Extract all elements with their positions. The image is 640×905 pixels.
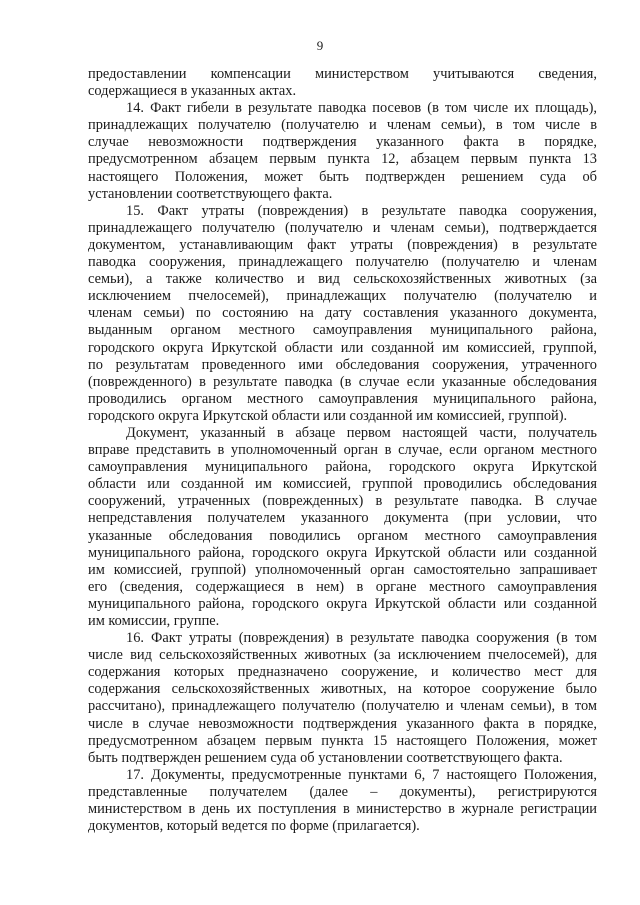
text-line: сооружений, утраченных (поврежденных) в результате паводка. В случае — [88, 493, 597, 510]
text-line: документов, который ведется по форме (прилагается). — [88, 818, 420, 835]
paragraph-15-second — [88, 425, 597, 630]
text-line: паводка сооружения, принадлежащего получателю (получателю и членам — [88, 254, 597, 271]
text-line: исключением пчелосемей), принадлежащих получателю (получателю и — [88, 288, 597, 305]
text-line: предоставлении компенсации министерством учитываются сведения, — [88, 66, 597, 82]
text-line: 17. Документы, предусмотренные пунктами 6, 7 настоящего Положения, — [126, 766, 597, 783]
text-line: 16. Факт утраты (повреждения) в результате паводка сооружения (в том — [126, 630, 597, 647]
text-line: рассчитано), принадлежащего получателю (получателю и членам семьи), в том — [88, 698, 597, 715]
text-line: содержания сельскохозяйственных животных, на которое сооружение было — [88, 681, 597, 698]
text-line: вправе представить в уполномоченный орган в случае, если органом местного — [88, 442, 597, 459]
text-line: Документ, указанный в абзаце первом настоящей части, получатель — [126, 424, 597, 441]
text-line: числе в случае невозможности подтверждения указанного факта в порядке, — [88, 715, 597, 732]
text-line: 15. Факт утраты (повреждения) в результате паводка сооружения, — [126, 202, 597, 219]
text-line: им комиссией, группой) уполномоченный орган самостоятельно запрашивает — [88, 561, 597, 578]
text-line: городского округа Иркутской области или созданной им комиссией, группой). — [88, 407, 568, 424]
page-number: 9 — [316, 38, 324, 53]
text-line: по результатам проведенного ими обследования сооружения, утраченного — [88, 356, 597, 373]
text-line: 14. Факт гибели в результате паводка посевов (в том числе их площадь), — [126, 100, 597, 117]
paragraph-17 — [88, 767, 597, 835]
paragraph-15 — [88, 203, 597, 425]
text-line: предусмотренном абзацем первым пункта 12, абзацем первым пункта 13 — [88, 151, 597, 168]
paragraph-continuation — [88, 66, 597, 100]
text-line: самоуправления муниципального района, городского округа Иркутской — [88, 459, 597, 476]
text-line: непредставления получателем указанного документа (при условии, что — [88, 510, 597, 527]
text-line: (поврежденного) в результате паводка (в случае если указанные обследования — [88, 373, 597, 390]
text-line: принадлежащего получателю (получателю и членам семьи), подтверждается — [88, 219, 597, 236]
text-line: области или созданной им комиссией, группой проводились обследования — [88, 476, 597, 493]
paragraph-14 — [88, 100, 597, 203]
text-line: представленные получателем (далее – документы), регистрируются — [88, 783, 597, 800]
text-line: содержащиеся в указанных актах. — [88, 83, 297, 100]
text-line: его (сведения, содержащиеся в нем) в органе местного самоуправления — [88, 578, 597, 595]
text-line: случае невозможности подтверждения указанного факта в порядке, — [88, 134, 597, 151]
text-line: муниципального района, городского округа Иркутской области или созданной — [88, 595, 597, 612]
text-line: принадлежащих получателю (получателю и членам семьи), в том числе в — [88, 117, 597, 134]
text-line: городского округа Иркутской области или созданной им комиссией, группой, — [88, 339, 597, 356]
text-line: проводились органом местного самоуправления муниципального района, — [88, 390, 597, 407]
text-line: числе вид сельскохозяйственных животных (за исключением пчелосемей), для — [88, 647, 597, 664]
text-line: документом, устанавливающим факт утраты (повреждения) в результате — [88, 236, 597, 253]
text-line: быть подтвержден решением суда об установлении соответствующего факта. — [88, 749, 563, 766]
document-body — [88, 66, 597, 835]
paragraph-16 — [88, 630, 597, 767]
text-line: содержания которых предназначено сооружение, и количество мест для — [88, 664, 597, 681]
text-line: указанные обследования поводились органом местного самоуправления — [88, 527, 597, 544]
text-line: им комиссии, группе. — [88, 613, 220, 629]
text-line: настоящего Положения, может быть подтвержден решением суда об — [88, 168, 597, 185]
text-line: министерством в день их поступления в министерство в журнале регистрации — [88, 801, 597, 818]
text-line: муниципального района, городского округа Иркутской области или созданной — [88, 544, 597, 561]
text-line: установлении соответствующего факта. — [88, 185, 333, 202]
text-line: выданным органом местного самоуправления муниципального района, — [88, 322, 597, 339]
text-line: членам семьи) по состоянию на дату составления указанного документа, — [88, 305, 597, 322]
text-line: семьи), а также количество и вид сельскохозяйственных животных (за — [88, 271, 597, 288]
text-line: предусмотренном абзацем первым пункта 15 настоящего Положения, может — [88, 732, 597, 749]
